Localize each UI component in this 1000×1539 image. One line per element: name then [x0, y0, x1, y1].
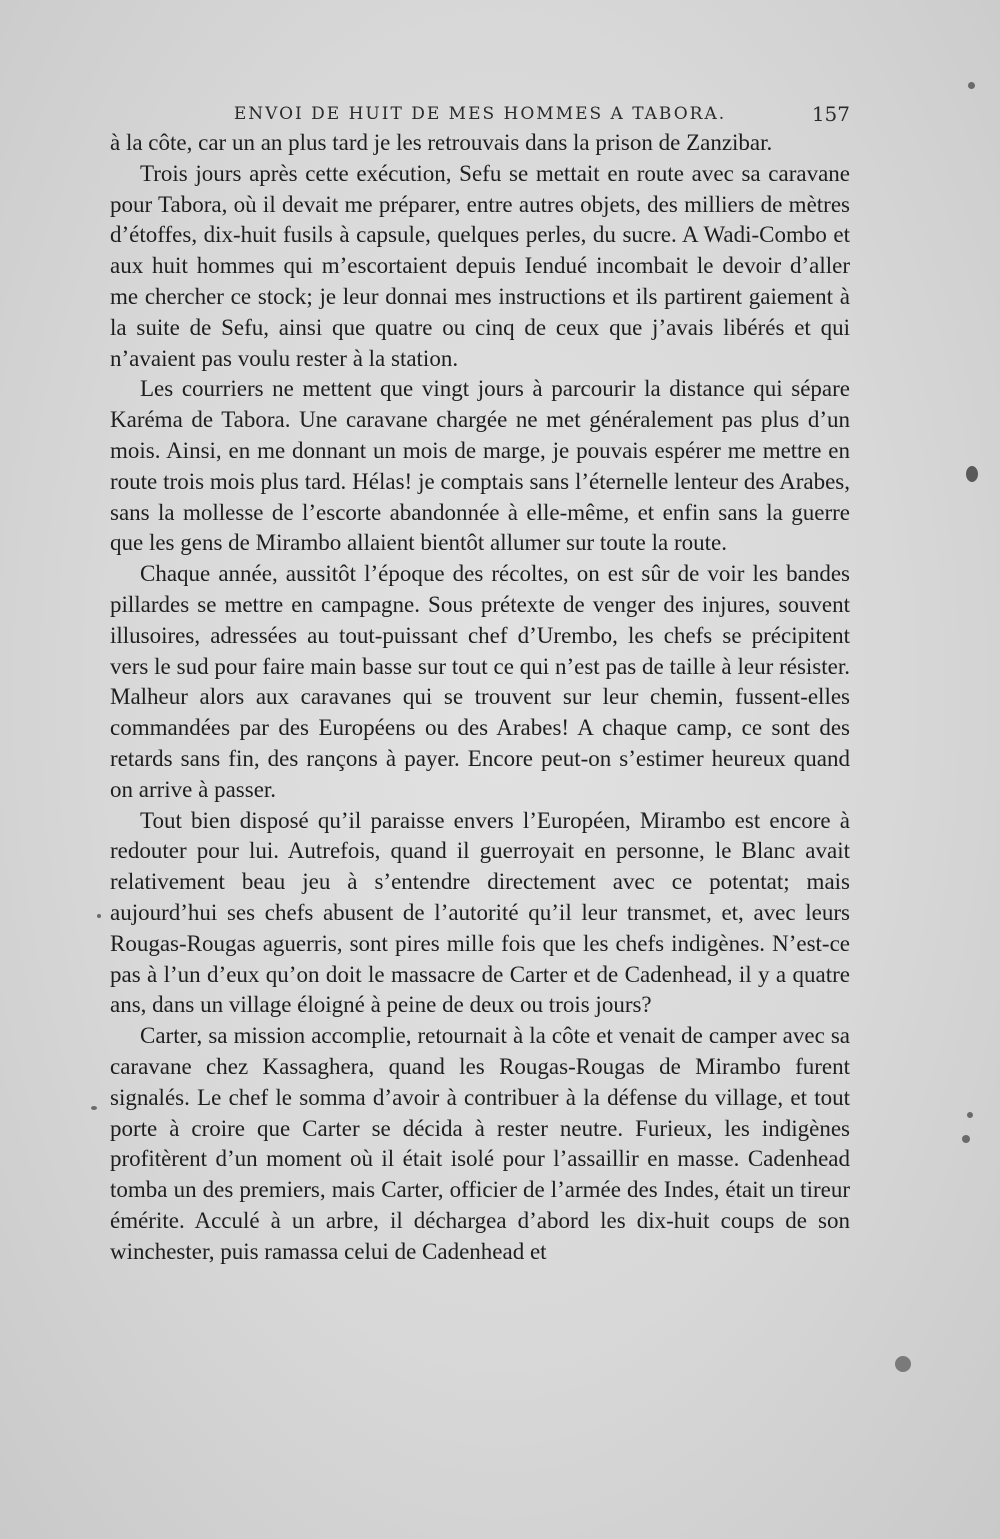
paragraph: Chaque année, aussitôt l’époque des récoltes, on est sûr de voir les bandes pillardes se mettre en campagne. Sous prétexte de venger des injures, souvent illusoires, adressées au tout-puissant chef d’Urembo, les chefs se précipitent vers le sud pour faire main basse sur tout ce qui n’est pas de taille à leur résister. Malheur alors aux caravanes qui se trouvent sur leur chemin, fussent-elles commandées par des Européens ou des Arabes! A chaque camp, ce sont des retards sans fin, des rançons à payer. Encore peut-on s’estimer heureux quand on arrive à passer. — [110, 561, 850, 802]
paper-speck — [967, 1112, 973, 1118]
paragraph: Les courriers ne mettent que vingt jours à parcourir la distance qui sépare Karéma de Tabora. Une caravane chargée ne met généralement pas plus d’un mois. Ainsi, en me donnant un mois de marge, je pouvais espérer me mettre en route trois mois plus tard. Hélas! je comptais sans l’éternelle lenteur des Arabes, sans la mollesse de l’escorte abandonnée à elle-même, et enfin sans la guerre que les gens de Mirambo allaient bientôt allumer sur toute la route. — [110, 376, 850, 556]
paper-speck — [966, 466, 978, 482]
paper-speck — [91, 1106, 97, 1110]
page-number: 157 — [811, 102, 850, 126]
paper-speck — [97, 914, 101, 918]
paragraph: Carter, sa mission accomplie, retournait à la côte et venait de camper avec sa caravane chez Kassaghera, quand les Rougas-Rougas de Mirambo furent signalés. Le chef le somma d’avoir à contribuer à la défense du village, et tout porte à croire que Carter se décida à rester neutre. Furieux, les indigènes profitèrent d’un moment où il était isolé pour l’assaillir en masse. Cadenhead tomba un des premiers, mais Carter, officier de l’armée des Indes, était un tireur émérite. Acculé à un arbre, il déchargea d’abord les dix-huit coups de son winchester, puis ramassa celui de Cadenhead et — [110, 1023, 850, 1264]
paragraph: Trois jours après cette exécution, Sefu se mettait en route avec sa caravane pour Tabora, où il devait me préparer, entre autres objets, des milliers de mètres d’étoffes, dix-huit fusils à capsule, quelques perles, du sucre. A Wadi-Combo et aux huit hommes qui m’escortaient depuis Iendué incombait le devoir d’aller me chercher ce stock; je leur donnai mes instructions et ils partirent gaiement à la suite de Sefu, ainsi que quatre ou cinq de ceux que j’avais libérés et qui n’avaient pas voulu rester à la station. — [110, 160, 850, 371]
page-header — [110, 98, 850, 128]
paragraph: à la côte, car un an plus tard je les retrouvais dans la prison de Zanzibar. — [110, 130, 773, 155]
paragraph: Tout bien disposé qu’il paraisse envers l’Européen, Mirambo est encore à redouter pour lui. Autrefois, quand il guerroyait en personne, le Blanc avait relativement beau jeu à s’entendre directement avec ce potentat; mais aujourd’hui ses chefs abusent de l’autorité qu’il leur transmet, et, avec leurs Rougas-Rougas aguerris, sont pires mille fois que les chefs indigènes. N’est-ce pas à l’un d’eux qu’on doit le massacre de Carter et de Cadenhead, il y a quatre ans, dans un village éloigné à peine de deux ou trois jours? — [110, 807, 850, 1018]
paper-speck — [895, 1356, 911, 1372]
paper-speck — [968, 82, 975, 89]
running-head: ENVOI DE HUIT DE MES HOMMES A TABORA. — [233, 104, 727, 124]
body-text — [110, 128, 850, 1267]
paper-speck — [962, 1135, 970, 1143]
